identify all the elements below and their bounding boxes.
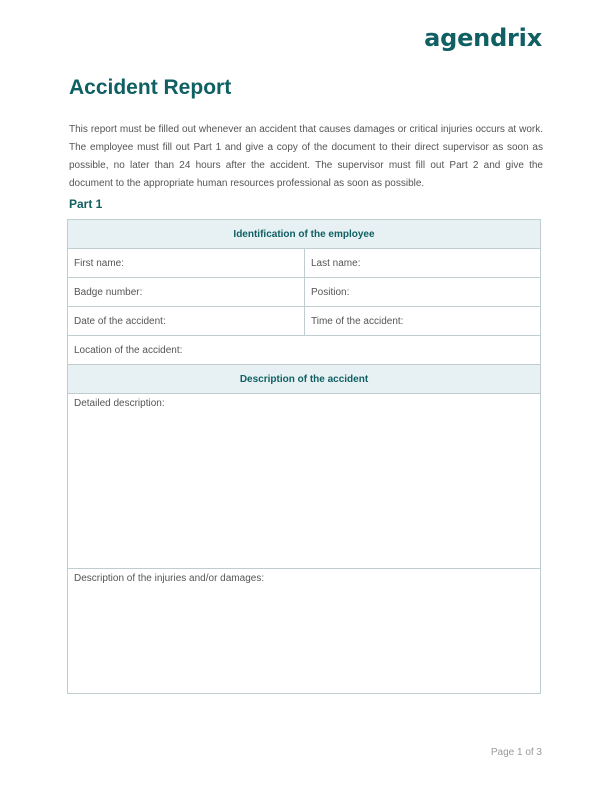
injuries-damages-row [68, 569, 540, 693]
identification-section-header: Identification of the employee [68, 220, 540, 249]
page-number: Page 1 of 3 [490, 747, 542, 758]
description-section-header: Description of the accident [68, 365, 540, 394]
injuries-damages-field[interactable]: Description of the injuries and/or damages: [74, 573, 265, 584]
last-name-field[interactable]: Last name: [311, 257, 361, 269]
name-row [68, 249, 540, 278]
accident-date-field[interactable]: Date of the accident: [68, 307, 305, 335]
date-time-row [68, 307, 540, 336]
accident-time-field[interactable]: Time of the accident: [311, 315, 404, 327]
position-field[interactable]: Position: [311, 286, 350, 298]
intro-paragraph: This report must be filled out whenever an accident that causes damages or critical injuries occurs at work. The employee must fill out Part 1 and give a copy of the document to their direct supervisor as soon as possible, no later than 24 hours after the accident. The supervisor must fill out Part 2 and give the document to the appropriate human resources professional as soon as possible. [69, 124, 543, 189]
accident-location-field[interactable]: Location of the accident: [74, 344, 183, 356]
location-row [68, 336, 540, 365]
agendrix-logo: agendrix [424, 24, 542, 52]
badge-number-field[interactable]: Badge number: [68, 278, 305, 306]
accident-form-table [67, 219, 541, 694]
detailed-description-row [68, 394, 540, 569]
badge-position-row [68, 278, 540, 307]
page-title: Accident Report [69, 76, 232, 99]
first-name-field[interactable]: First name: [68, 249, 305, 277]
part-1-title: Part 1 [69, 197, 103, 211]
detailed-description-field[interactable]: Detailed description: [74, 398, 165, 409]
